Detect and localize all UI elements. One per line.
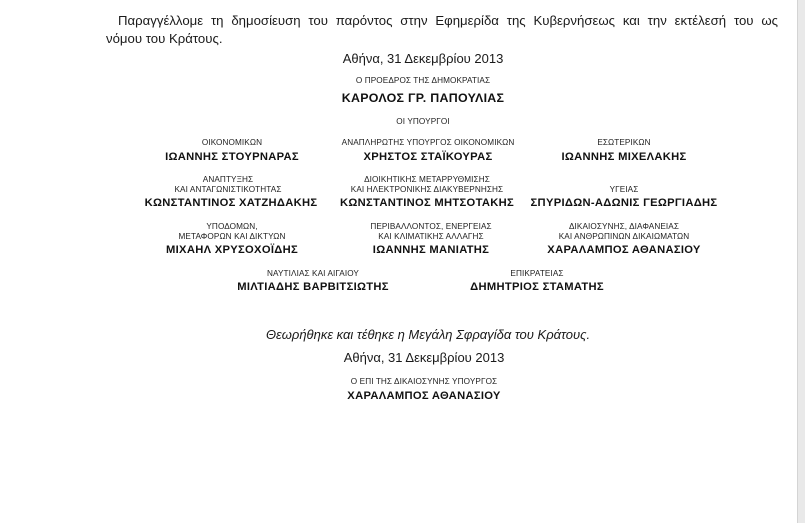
justice-minister-title: Ο ΕΠΙ ΤΗΣ ΔΙΚΑΙΟΣΥΝΗΣ ΥΠΟΥΡΓΟΣ	[350, 377, 498, 386]
minister-title: ΚΑΙ ΚΛΙΜΑΤΙΚΗΣ ΑΛΛΑΓΗΣ	[378, 232, 484, 241]
minister-name: ΙΩΑΝΝΗΣ ΜΙΧΕΛΑΚΗΣ	[561, 151, 687, 163]
minister-name: ΣΠΥΡΙΔΩΝ-ΑΔΩΝΙΣ ΓΕΩΡΓΙΑΔΗΣ	[530, 197, 718, 209]
viewer-scrollbar-gutter[interactable]	[797, 0, 805, 523]
minister-title: ΟΙΚΟΝΟΜΙΚΩΝ	[201, 138, 263, 147]
minister-title: ΔΙΟΙΚΗΤΙΚΗΣ ΜΕΤΑΡΡΥΘΜΙΣΗΣ	[364, 175, 490, 184]
minister-name: ΚΩΝΣΤΑΝΤΙΝΟΣ ΜΗΤΣΟΤΑΚΗΣ	[339, 197, 515, 209]
minister-name: ΙΩΑΝΝΗΣ ΣΤΟΥΡΝΑΡΑΣ	[165, 151, 299, 163]
minister-name: ΚΩΝΣΤΑΝΤΙΝΟΣ ΧΑΤΖΗΔΑΚΗΣ	[144, 197, 318, 209]
minister-title: ΕΣΩΤΕΡΙΚΩΝ	[597, 138, 651, 147]
date-bottom: Αθήνα, 31 Δεκεμβρίου 2013	[343, 350, 505, 365]
minister-title: ΚΑΙ ΗΛΕΚΤΡΟΝΙΚΗΣ ΔΙΑΚΥΒΕΡΝΗΣΗΣ	[350, 185, 504, 194]
date-top: Αθήνα, 31 Δεκεμβρίου 2013	[342, 51, 504, 66]
minister-title: ΑΝΑΠΤΥΞΗΣ	[202, 175, 254, 184]
minister-title: ΕΠΙΚΡΑΤΕΙΑΣ	[510, 269, 564, 278]
paragraph-line-1: Παραγγέλλομε τη δημοσίευση του παρόντος στην Εφημερίδα της Κυβερνήσεως και την εκτέλεσή του ως	[118, 13, 778, 28]
minister-title: ΜΕΤΑΦΟΡΩΝ ΚΑΙ ΔΙΚΤΥΩΝ	[178, 232, 286, 241]
minister-title: ΥΠΟΔΟΜΩΝ,	[206, 222, 258, 231]
ministers-heading: ΟΙ ΥΠΟΥΡΓΟΙ	[396, 117, 450, 126]
minister-title: ΚΑΙ ΑΝΤΑΓΩΝΙΣΤΙΚΟΤΗΤΑΣ	[174, 185, 282, 194]
minister-name: ΙΩΑΝΝΗΣ ΜΑΝΙΑΤΗΣ	[372, 244, 490, 256]
president-name: ΚΑΡΟΛΟΣ ΓΡ. ΠΑΠΟΥΛΙΑΣ	[341, 91, 505, 105]
minister-title: ΥΓΕΙΑΣ	[609, 185, 639, 194]
minister-title: ΑΝΑΠΛΗΡΩΤΗΣ ΥΠΟΥΡΓΟΣ ΟΙΚΟΝΟΜΙΚΩΝ	[341, 138, 515, 147]
minister-name: ΜΙΧΑΗΛ ΧΡΥΣΟΧΟΪΔΗΣ	[166, 244, 298, 256]
promulgation-paragraph	[106, 12, 778, 48]
minister-name: ΧΑΡΑΛΑΜΠΟΣ ΑΘΑΝΑΣΙΟΥ	[547, 244, 701, 256]
minister-title: ΔΙΚΑΙΟΣΥΝΗΣ, ΔΙΑΦΑΝΕΙΑΣ	[568, 222, 680, 231]
seal-statement: Θεωρήθηκε και τέθηκε η Μεγάλη Σφραγίδα του Κράτους.	[265, 327, 591, 342]
justice-minister-name: ΧΑΡΑΛΑΜΠΟΣ ΑΘΑΝΑΣΙΟΥ	[347, 390, 501, 402]
minister-title: ΠΕΡΙΒΑΛΛΟΝΤΟΣ, ΕΝΕΡΓΕΙΑΣ	[370, 222, 492, 231]
president-title: Ο ΠΡΟΕΔΡΟΣ ΤΗΣ ΔΗΜΟΚΡΑΤΙΑΣ	[355, 76, 491, 85]
minister-title: ΚΑΙ ΑΝΘΡΩΠΙΝΩΝ ΔΙΚΑΙΩΜΑΤΩΝ	[558, 232, 690, 241]
minister-name: ΜΙΛΤΙΑΔΗΣ ΒΑΡΒΙΤΣΙΩΤΗΣ	[237, 281, 389, 293]
paragraph-line-2: νόμου του Κράτους.	[106, 31, 223, 46]
minister-title: ΝΑΥΤΙΛΙΑΣ ΚΑΙ ΑΙΓΑΙΟΥ	[267, 269, 359, 278]
minister-name: ΧΡΗΣΤΟΣ ΣΤΑΪΚΟΥΡΑΣ	[363, 151, 493, 163]
minister-name: ΔΗΜΗΤΡΙΟΣ ΣΤΑΜΑΤΗΣ	[470, 281, 604, 293]
